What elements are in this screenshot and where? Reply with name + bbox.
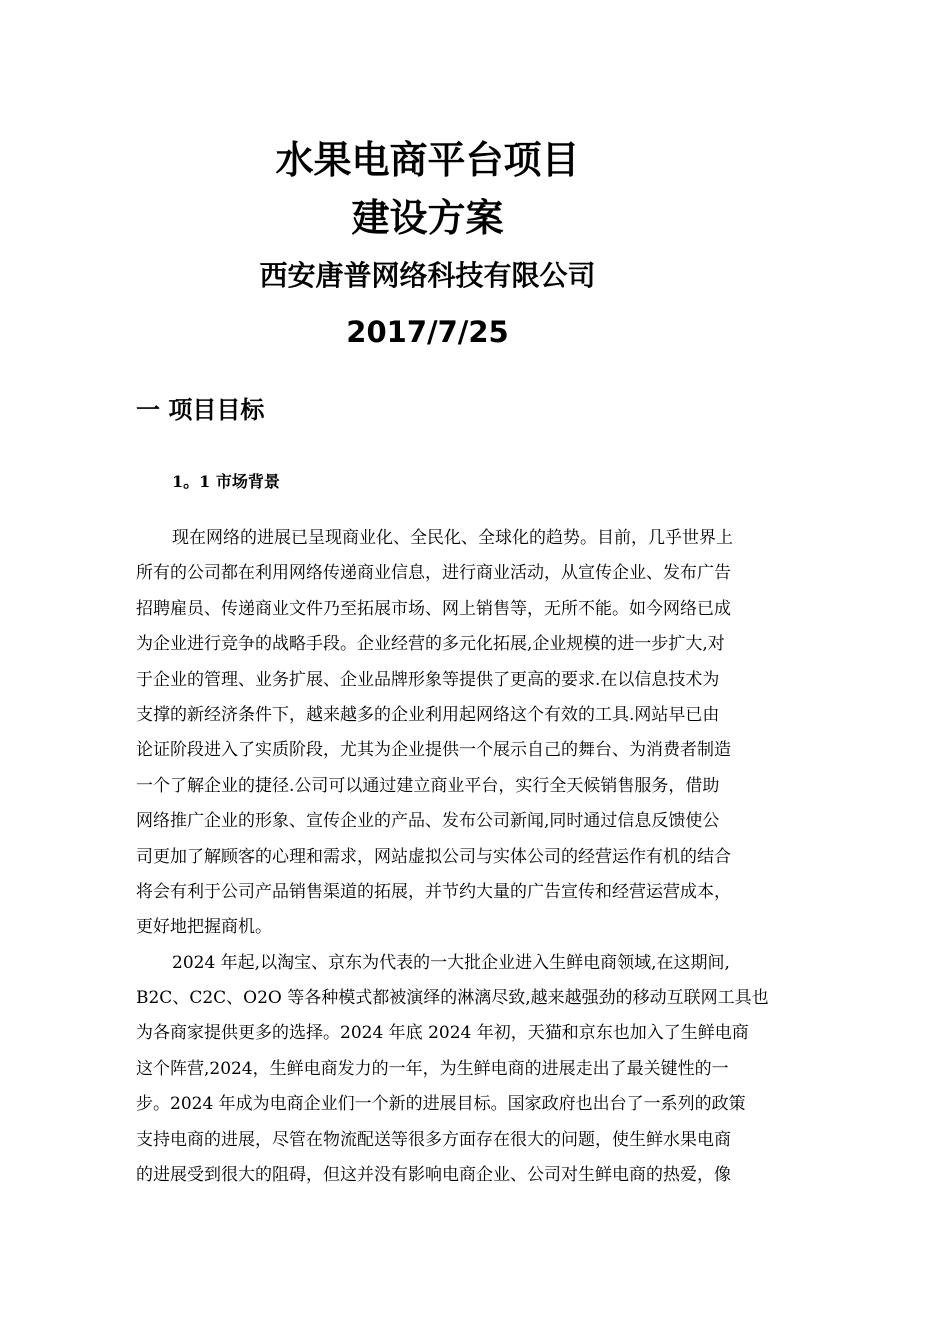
paragraph-1-line: 招聘雇员、传递商业文件乃至拓展市场、网上销售等，无所不能。如今网络已成 [136,598,731,619]
paragraph-2-line: 这个阵营,2024，生鲜电商发力的一年，为生鲜电商的进展走出了最关键性的一 [136,1058,729,1079]
document-date: 2017/7/25 [346,315,509,349]
paragraph-2-line: 2024 年起,以淘宝、京东为代表的一大批企业进入生鲜电商领域,在这期间, [172,952,730,973]
paragraph-1-line: 一个了解企业的捷径.公司可以通过建立商业平台，实行全天候销售服务，借助 [136,775,720,796]
paragraph-1-line: 论证阶段进入了实质阶段，尤其为企业提供一个展示自己的舞台、为消费者制造 [136,740,731,761]
company-name: 西安唐普网络科技有限公司 [259,259,596,292]
paragraph-1-line: 更好地把握商机。 [136,917,272,938]
subsection-heading: 1。1 市场背景 [172,472,280,491]
paragraph-2-line: 的进展受到很大的阻碍，但这并没有影响电商企业、公司对生鲜电商的热爱，像 [136,1165,731,1186]
paragraph-1-line: 所有的公司都在利用网络传递商业信息，进行商业活动，从宣传企业、发布广告 [136,563,731,584]
document-title-line-1: 水果电商平台项目 [275,138,580,182]
paragraph-1-line: 现在网络的进展已呈现商业化、全民化、全球化的趋势。目前，几乎世界上 [172,528,733,548]
paragraph-2-line: B2C、C2C、O2O 等各种模式都被演绎的淋漓尽致,越来越强劲的移动互联网工具也 [136,988,769,1009]
paragraph-2-line: 步。2024 年成为电商企业们一个新的进展目标。国家政府也出台了一系列的政策 [136,1094,746,1115]
paragraph-1-line: 将会有利于公司产品销售渠道的拓展，并节约大量的广告宣传和经营运营成本， [136,881,731,902]
paragraph-2-line: 支持电商的进展，尽管在物流配送等很多方面存在很大的问题，使生鲜水果电商 [136,1129,731,1150]
paragraph-2-line: 为各商家提供更多的选择。2024 年底 2024 年初，天猫和京东也加入了生鲜电商 [136,1023,749,1044]
document-title-line-2: 建设方案 [351,196,504,240]
paragraph-1-line: 司更加了解顾客的心理和需求，网站虚拟公司与实体公司的经营运作有机的结合 [136,846,731,867]
paragraph-1-line: 为企业进行竞争的战略手段。企业经营的多元化拓展,企业规模的进一步扩大,对 [136,634,725,655]
body-text [136,521,826,1193]
paragraph-1-line: 于企业的管理、业务扩展、企业品牌形象等提供了更高的要求.在以信息技术为 [136,669,720,690]
section-heading: 一 项目目标 [136,396,265,424]
paragraph-1-line: 网络推广企业的形象、宣传企业的产品、发布公司新闻,同时通过信息反馈使公 [136,811,720,832]
paragraph-1-line: 支撑的新经济条件下，越来越多的企业利用起网络这个有效的工具.网站早已由 [136,704,720,725]
